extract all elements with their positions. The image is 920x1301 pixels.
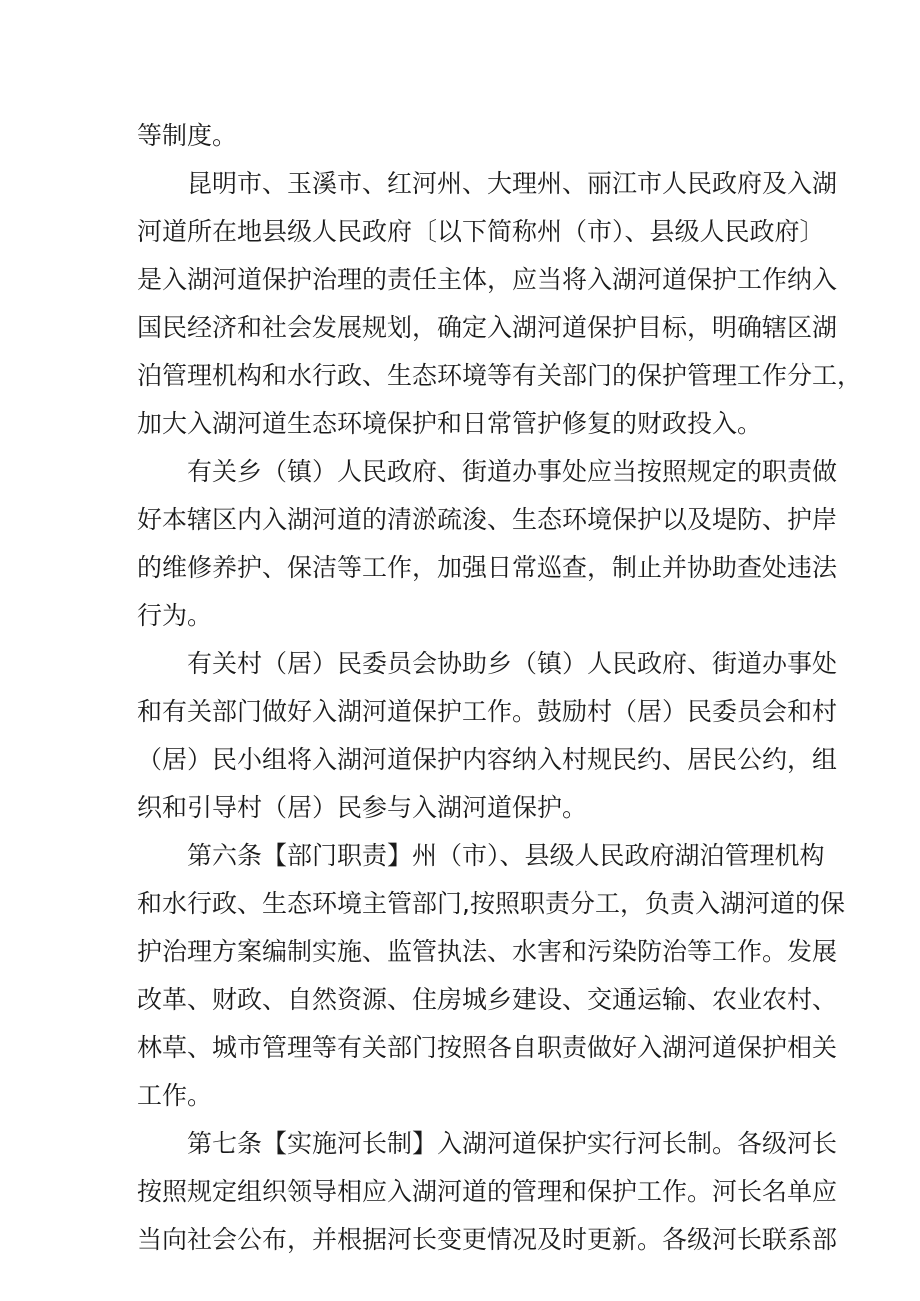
text-line: 第七条【实施河长制】入湖河道保护实行河长制。各级河长 xyxy=(187,1129,838,1158)
text-line: 有关乡（镇）人民政府、街道办事处应当按照规定的职责做 xyxy=(187,457,838,486)
text-line: 当向社会公布，并根据河长变更情况及时更新。各级河长联系部 xyxy=(137,1225,838,1254)
text-line: 第六条【部门职责】州（市）、县级人民政府湖泊管理机构 xyxy=(187,841,825,870)
text-line: 昆明市、玉溪市、红河州、大理州、丽江市人民政府及入湖 xyxy=(187,169,838,198)
text-line: 河道所在地县级人民政府〔以下简称州（市）、县级人民政府〕 xyxy=(137,217,825,246)
text-line: 按照规定组织领导相应入湖河道的管理和保护工作。河长名单应 xyxy=(137,1177,838,1206)
text-line: 是入湖河道保护治理的责任主体，应当将入湖河道保护工作纳入 xyxy=(137,265,838,294)
text-line: 工作。 xyxy=(137,1081,213,1110)
text-line: 加大入湖河道生态环境保护和日常管护修复的财政投入。 xyxy=(137,409,763,438)
text-line: 的维修养护、保洁等工作，加强日常巡查，制止并协助查处违法 xyxy=(137,553,838,582)
text-line: 好本辖区内入湖河道的清淤疏浚、生态环境保护以及堤防、护岸 xyxy=(137,505,838,534)
text-line: 泊管理机构和水行政、生态环境等有关部门的保护管理工作分工， xyxy=(137,361,863,390)
text-line: 和水行政、生态环境主管部门,按照职责分工，负责入湖河道的保 xyxy=(137,889,845,918)
text-line: 和有关部门做好入湖河道保护工作。鼓励村（居）民委员会和村 xyxy=(137,697,838,726)
text-line: 改革、财政、自然资源、住房城乡建设、交通运输、农业农村、 xyxy=(137,985,838,1014)
text-line: 护治理方案编制实施、监管执法、水害和污染防治等工作。发展 xyxy=(137,937,838,966)
text-line: 有关村（居）民委员会协助乡（镇）人民政府、街道办事处 xyxy=(187,649,838,678)
text-line: 国民经济和社会发展规划，确定入湖河道保护目标，明确辖区湖 xyxy=(137,313,838,342)
text-line: 行为。 xyxy=(137,601,213,630)
text-line: 林草、城市管理等有关部门按照各自职责做好入湖河道保护相关 xyxy=(137,1033,838,1062)
text-line: 等制度。 xyxy=(137,121,238,150)
text-line: （居）民小组将入湖河道保护内容纳入村规民约、居民公约，组 xyxy=(137,745,838,774)
text-line: 织和引导村（居）民参与入湖河道保护。 xyxy=(137,793,588,822)
